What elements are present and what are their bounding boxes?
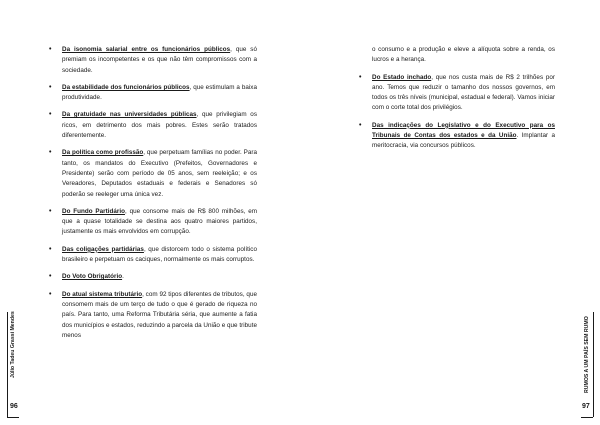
item-text: , que consome mais de R$ 800 milhões, em que a quase totalidade se destina aos quatro maiores partidos, justamente os mais envolvidos em corrupção. (62, 207, 258, 236)
item-lead: Da estabilidade dos funcionários públicos (62, 83, 190, 91)
item-text: . (122, 273, 124, 281)
item-text: , que perpetuam famílias no poder. Para tanto, os mandatos do Executivo (Prefeitos, Governadores e Presidente) serão com período de 05 anos, sem reeleição; e os Vereadores, Deputados estaduais e federais e Senadores só poderão se reeleger uma única vez. (62, 149, 257, 198)
bullet-icon: • (49, 273, 52, 281)
list-item (49, 110, 257, 141)
list-item (359, 121, 555, 152)
left-page-number: 96 (10, 403, 18, 410)
item-lead: Do Estado inchado (372, 73, 432, 81)
item-lead: Do atual sistema tributário (62, 290, 143, 298)
item-lead: Da isonomia salarial entre os funcionários públicos (62, 46, 231, 53)
list-item-continuation: o consumo e a produção e eleve a alíquota sobre a renda, os lucros e a herança. (372, 46, 555, 64)
item-text: , com 92 tipos diferentes de tributos, que consomem mais de um terço de tudo o que é gerado de riqueza no país. Para tanto, uma Reforma Tributária séria, que aumente a fatia dos municípios e estados, reduzindo a parcela da União e que tribute menos (62, 290, 257, 339)
list-item (49, 245, 257, 266)
right-folio-rule (581, 417, 593, 418)
item-lead: Do Voto Obrigatório (62, 273, 123, 281)
item-text: , que só premiam os incompetentes e os que não têm compromissos com a sociedade. (62, 46, 257, 74)
left-bullet-list (49, 45, 257, 341)
list-item (49, 290, 257, 341)
item-lead: Da política como profissão (62, 149, 144, 157)
right-margin-rule (593, 312, 594, 417)
left-running-head: Júlio Tadeu Grassi Mendes (10, 311, 16, 378)
bullet-icon: • (49, 290, 52, 298)
item-text: . Implantar a meritocracia, via concursos públicos. (372, 132, 555, 150)
item-lead: Da gratuidade nas universidades públicas (62, 111, 197, 119)
right-page (300, 0, 600, 425)
item-lead: Das coligações partidárias (62, 245, 144, 253)
list-item (49, 207, 257, 238)
item-text: , que estimulam a baixa produtividade. (62, 83, 257, 102)
right-running-head: RUMOS A UM PAÍS SEM RUMO (584, 316, 590, 393)
right-bullet-list (359, 45, 555, 152)
list-item (49, 148, 257, 199)
list-item (49, 45, 257, 76)
list-item (49, 272, 257, 282)
bullet-icon: • (49, 46, 52, 53)
item-lead: Das indicações do Legislativo e do Executivo para os Tribunais de Contas dos estados e da União (372, 121, 555, 140)
item-text: , que nos custa mais de R$ 2 trilhões por ano. Temos que reduzir o tamanho dos nossos governos, em todos os três níveis (municipal, estadual e federal). Vamos iniciar com o corte total dos privilégios. (372, 73, 555, 112)
left-text-column (49, 45, 257, 348)
list-item (359, 73, 555, 114)
bullet-icon: • (49, 83, 52, 91)
bullet-icon: • (49, 111, 52, 119)
right-text-column (359, 45, 555, 159)
item-lead: Do Fundo Partidário (62, 207, 125, 215)
item-text: , que privilegiam os ricos, em detrimento dos mais pobres. Estes serão tratados diferentemente. (62, 111, 257, 140)
list-item (49, 83, 257, 104)
bullet-icon: • (49, 149, 52, 157)
right-page-number: 97 (582, 403, 590, 410)
bullet-icon: • (359, 121, 362, 129)
bullet-icon: • (359, 73, 362, 81)
left-margin-rule (7, 312, 8, 417)
left-folio-rule (7, 417, 19, 418)
item-text: , que distorcem todo o sistema político brasileiro e perpetuam os caciques, normalmente os mais corruptos. (62, 245, 257, 264)
bullet-icon: • (49, 207, 52, 215)
bullet-icon: • (49, 245, 52, 253)
